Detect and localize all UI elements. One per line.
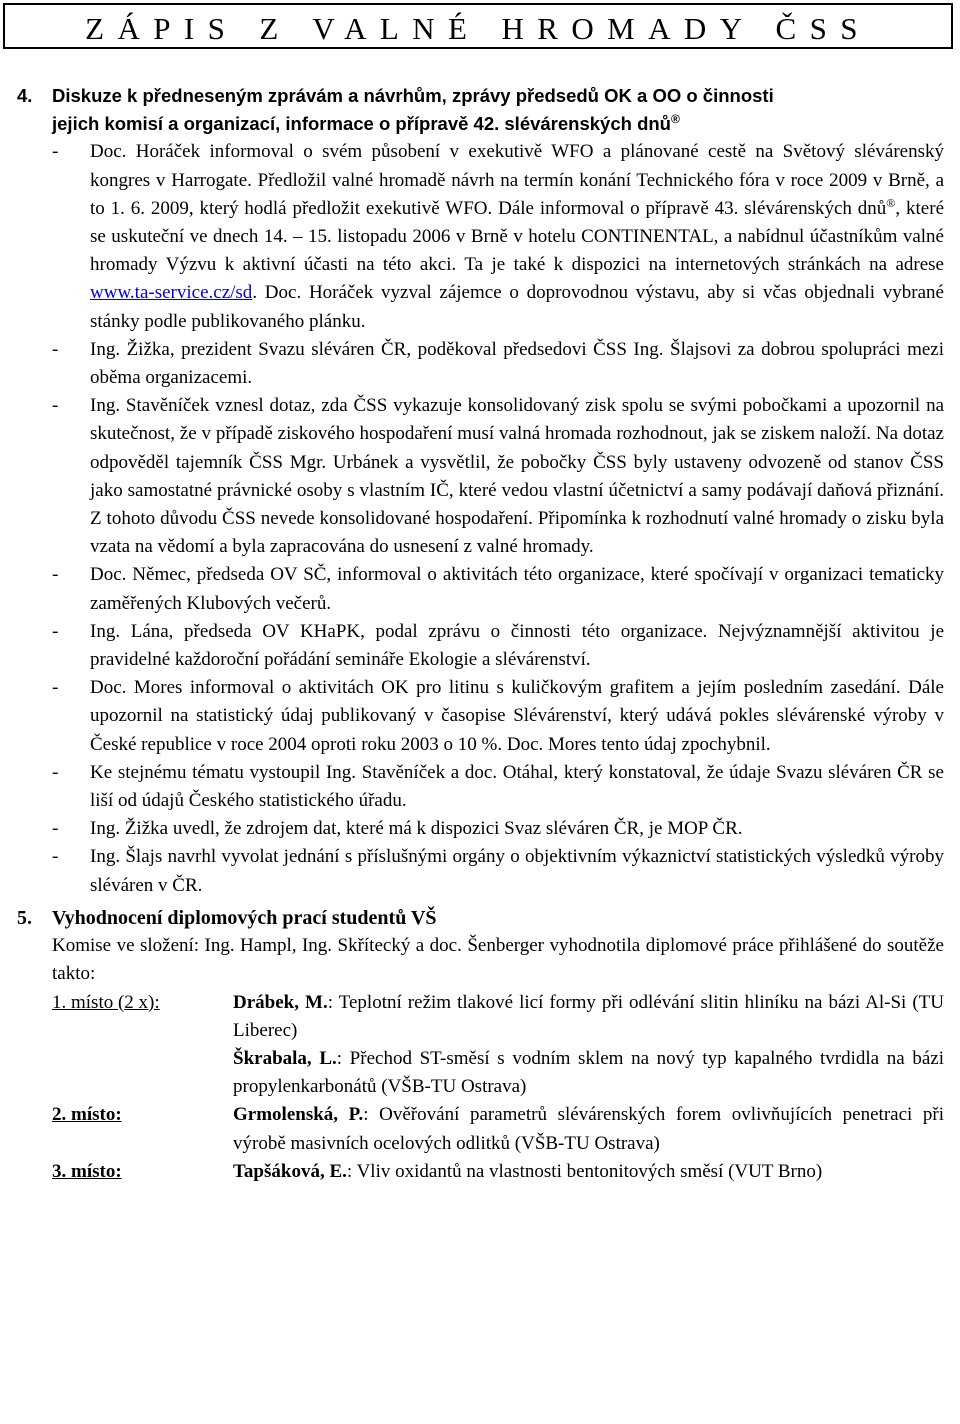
list-item <box>0 815 944 843</box>
bullet-dash: - <box>52 338 59 360</box>
list-item <box>0 618 944 674</box>
registered-mark: ® <box>886 195 896 210</box>
document-title: ZÁPIS Z VALNÉ HROMADY ČSS <box>85 11 871 46</box>
section-5-number: 5. <box>17 906 32 929</box>
winner-entry <box>233 1101 944 1157</box>
section-4-heading-line-2: jejich komisí a organizací, informace o přípravě 42. slévárenských dnů <box>52 113 671 135</box>
bullet-dash: - <box>52 677 59 699</box>
item-text: Ing. Žižka uvedl, že zdrojem dat, které má k dispozici Svaz sléváren ČR, je MOP ČR. <box>90 818 743 840</box>
item-text: . Doc. Horáček vyzval zájemce o doprovodnou výstavu, aby si včas objednali vybrané stánky podle publikovaného plánku. <box>90 282 944 332</box>
item-text: Ing. Stavěníček vznesl dotaz, zda ČSS vykazuje konsolidovaný zisk spolu se svými pobočkami a upozornil na skutečnost, že v případě ziskového hospodaření musí valná hromada rozhodnout, jak se ziskem naloží. Na dotaz odpověděl tajemník ČSS Mgr. Urbánek a vysvětlil, že pobočky ČSS byly ustaveny odvozeně od stanov ČSS jako samostatné právnické osoby s vlastním IČ, které vedou vlastní účetnictví a samy podávají daňová přiznání. Z tohoto důvodu ČSS nevede konsolidované hospodaření. Připomínka k rozhodnutí valné hromady o zisku byla vzata na vědomí a byla zapracována do usnesení z valné hromady. <box>90 395 944 558</box>
winner-name: Drábek, M. <box>233 991 328 1013</box>
bullet-dash: - <box>52 818 59 840</box>
document-body <box>0 82 960 1186</box>
prize-first-place <box>0 989 944 1102</box>
section-5-heading <box>0 904 947 932</box>
prize-second-place <box>0 1101 944 1157</box>
bullet-dash: - <box>52 564 59 586</box>
prize-label: 2. místo: <box>52 1104 122 1126</box>
list-item <box>0 759 944 815</box>
section-4-heading-line-1: Diskuze k předneseným zprávám a návrhům, zprávy předsedů OK a OO o činnosti <box>52 85 774 106</box>
item-text: Ke stejnému tématu vystoupil Ing. Stavěníček a doc. Otáhal, který konstatoval, že údaje Svazu sléváren ČR se liší od údajů Českého statistického úřadu. <box>90 761 944 812</box>
winner-entry <box>233 989 944 1045</box>
list-item <box>0 336 944 392</box>
thesis-title: : Přechod ST-směsí s vodním sklem na nový typ kapalného tvrdidla na bázi propylenkarbonátů (VŠB-TU Ostrava) <box>233 1047 944 1098</box>
thesis-title: : Vliv oxidantů na vlastnosti bentonitových směsí (VUT Brno) <box>346 1160 823 1182</box>
list-item <box>0 138 944 335</box>
ta-service-link[interactable]: www.ta-service.cz/sd <box>90 282 253 304</box>
winner-name: Tapšáková, E. <box>233 1160 347 1182</box>
item-text: , které se uskuteční ve dnech 14. – 15. listopadu 2006 v Brně v hotelu CONTINENTAL, a nabídnul účastníkům valné hromady Výzvu k aktivní účasti na této akci. Ta je také k dispozici na internetových stránkách na adrese <box>90 197 944 276</box>
item-text: Doc. Němec, předseda OV SČ, informoval o aktivitách této organizace, které spočívají v organizaci tematicky zaměřených Klubových večerů. <box>90 564 944 614</box>
title-box <box>3 3 953 49</box>
item-text: Ing. Šlajs navrhl vyvolat jednání s příslušnými orgány o objektivním výkaznictví statistických výsledků výroby sléváren v ČR. <box>90 846 944 896</box>
registered-mark: ® <box>670 112 680 127</box>
bullet-dash: - <box>52 761 59 783</box>
prize-label: 3. místo: <box>52 1160 122 1182</box>
section-5-intro: Komise ve složení: Ing. Hampl, Ing. Skřítecký a doc. Šenberger vyhodnotila diplomové práce přihlášené do soutěže takto: <box>52 935 944 985</box>
section-5-heading-text: Vyhodnocení diplomových prací studentů VŠ <box>52 906 437 929</box>
winner-entry <box>233 1158 944 1186</box>
thesis-title: : Ověřování parametrů slévárenských forem ovlivňujících penetraci při výrobě masivních ocelových odlitků (VŠB-TU Ostrava) <box>233 1104 945 1154</box>
prize-label: 1. místo (2 x): <box>52 991 160 1013</box>
thesis-title: : Teplotní režim tlakové licí formy při odlévání slitin hliníku na bázi Al-Si (TU Liberec) <box>233 991 944 1041</box>
section-4-number: 4. <box>17 85 33 106</box>
item-text: Ing. Žižka, prezident Svazu sléváren ČR, poděkoval předsedovi ČSS Ing. Šlajsovi za dobrou spolupráci mezi oběma organizacemi. <box>90 338 944 389</box>
prize-third-place <box>0 1158 944 1186</box>
list-item <box>0 674 944 759</box>
list-item <box>0 392 944 561</box>
item-text: Doc. Mores informoval o aktivitách OK pro litinu s kuličkovým grafitem a jejím posledním zasedání. Dále upozornil na statistický údaj publikovaný v časopise Slévárenství, který udává pokles slévárenské výroby v České republice v roce 2004 oproti roku 2003 o 10 %. Doc. Mores tento údaj zpochybnil. <box>90 677 944 755</box>
winner-name: Škrabala, L. <box>233 1047 337 1069</box>
list-item <box>0 561 944 617</box>
bullet-dash: - <box>52 141 59 163</box>
bullet-dash: - <box>52 395 59 417</box>
winner-entry <box>233 1045 944 1101</box>
item-text: Ing. Lána, předseda OV KHaPK, podal zprávu o činnosti této organizace. Nejvýznamnější aktivitou je pravidelné každoroční pořádání semináře Ekologie a slévárenství. <box>90 620 944 671</box>
item-text: Doc. Horáček informoval o svém působení v exekutivě WFO a plánované cestě na Světový slévárenský kongres v Harrogate. Předložil valné hromadě návrh na termín konání Technického fóra v roce 2009 v Brně, a to 1. 6. 2009, který hodlá předložit exekutivě WFO. Dále informoval o přípravě 43. slévárenských dnů <box>90 141 944 219</box>
bullet-dash: - <box>52 620 59 642</box>
bullet-dash: - <box>52 846 59 868</box>
list-item <box>0 843 944 899</box>
winner-name: Grmolenská, P. <box>233 1104 364 1126</box>
section-4-heading <box>0 82 947 138</box>
